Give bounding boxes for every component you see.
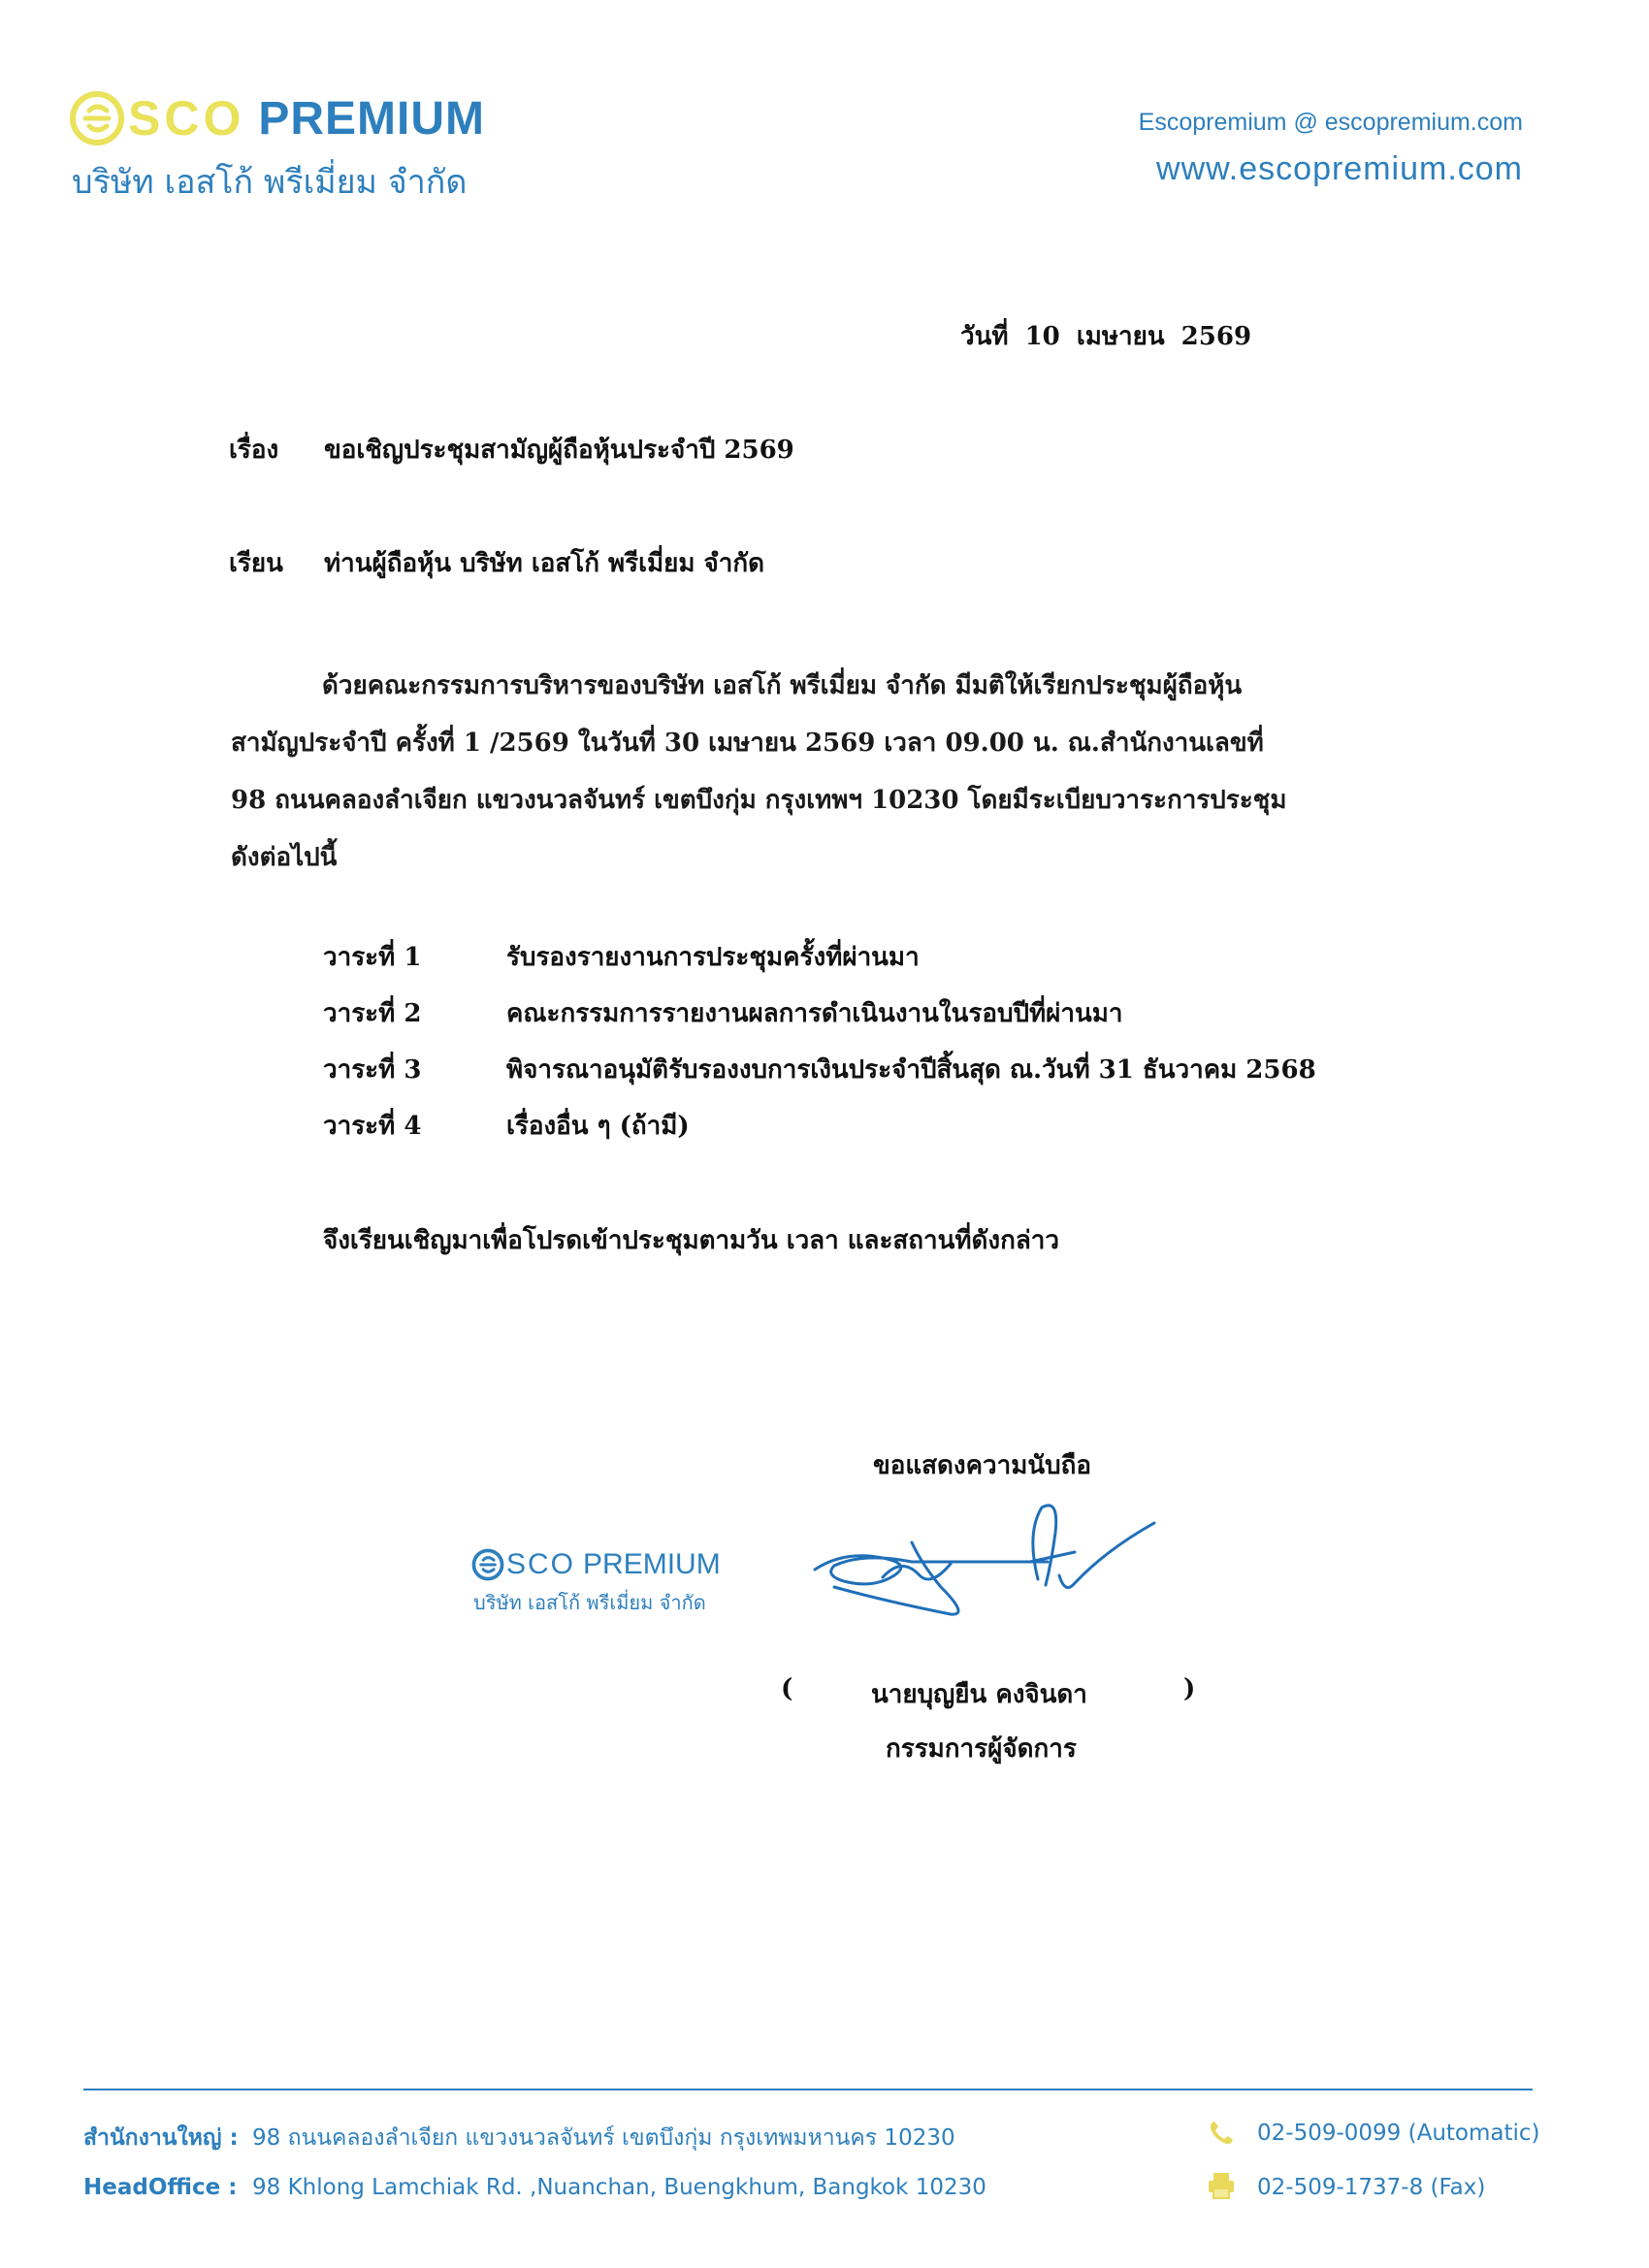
company-email[interactable]: Escopremium @ escopremium.com <box>1138 109 1523 136</box>
closing-text: จึงเรียนเชิญมาเพื่อโปรดเข้าประชุมตามวัน เวลา และสถานที่ดังกล่าว <box>323 1226 1060 1255</box>
footer-hq-thai-label: สำนักงานใหญ่ : <box>83 2125 239 2151</box>
agenda-item-number: วาระที่ 1 <box>323 943 422 972</box>
body-paragraph <box>231 658 1298 887</box>
signer-paren-open: ( <box>781 1674 793 1703</box>
agenda-item-text: เรื่องอื่น ๆ (ถ้ามี) <box>506 1112 690 1141</box>
company-logo <box>70 89 485 147</box>
stamp-company-thai: บริษัท เอสโก้ พรีเมี่ยม จำกัด <box>473 1591 706 1614</box>
date-month: เมษายน <box>1076 322 1165 351</box>
agenda-item-text: คณะกรรมการรายงานผลการดำเนินงานในรอบปีที่ผ่านมา <box>506 999 1123 1028</box>
recipient-text: ท่านผู้ถือหุ้น บริษัท เอสโก้ พรีเมี่ยม จำกัด <box>324 549 765 578</box>
body-text: ด้วยคณะกรรมการบริหารของบริษัท เอสโก้ พรีเมี่ยม จำกัด มีมติให้เรียกประชุมผู้ถือหุ้น สามัญประจำปี ครั้งที่ 1 /2569 ในวันที่ 30 เมษายน 2569 เวลา 09.00 น. ณ.สำนักงานเลขที่ 98 ถนนคลองลำเจียก แขวงนวลจันทร์ เขตบึงกุ่ม กรุงเทพฯ 10230 โดยมีระเบียบวาระการประชุม ดังต่อไปนี้ <box>231 671 1287 872</box>
agenda-item-number: วาระที่ 3 <box>323 1055 422 1085</box>
logo-premium-text: PREMIUM <box>258 92 486 145</box>
company-name-thai: บริษัท เอสโก้ พรีเมี่ยม จำกัด <box>72 163 468 202</box>
date-year: 2569 <box>1180 322 1252 351</box>
regards-text: ขอแสดงความนับถือ <box>873 1451 1091 1480</box>
subject-label: เรื่อง <box>229 436 279 465</box>
letter-date <box>960 316 1251 356</box>
esco-e-logo-icon <box>70 91 124 146</box>
handwritten-signature <box>805 1494 1164 1630</box>
signer-title: กรรมการผู้จัดการ <box>886 1734 1077 1764</box>
stamp-premium-text: PREMIUM <box>583 1548 721 1580</box>
logo-sco-text: SCO <box>128 91 245 146</box>
stamp-sco-text: SCO <box>506 1548 576 1580</box>
esco-e-logo-icon <box>471 1548 504 1581</box>
footer-hq-english-address: 98 Khlong Lamchiak Rd. ,Nuanchan, Buengkhum, Bangkok 10230 <box>252 2175 986 2200</box>
footer-hq-english-label: HeadOffice : <box>83 2175 238 2200</box>
footer-divider <box>83 2089 1533 2090</box>
fax-icon <box>1207 2171 1236 2200</box>
phone-icon <box>1207 2119 1236 2148</box>
company-website[interactable]: www.escopremium.com <box>1156 150 1523 187</box>
recipient-label: เรียน <box>229 549 283 578</box>
company-stamp <box>471 1548 721 1618</box>
agenda-item-number: วาระที่ 2 <box>323 999 422 1028</box>
date-label: วันที่ <box>960 322 1009 351</box>
footer-hq-thai-address: 98 ถนนคลองลำเจียก แขวงนวลจันทร์ เขตบึงกุ่ม กรุงเทพมหานคร 10230 <box>252 2125 955 2151</box>
footer-phone[interactable]: 02-509-0099 (Automatic) <box>1257 2121 1540 2146</box>
signer-paren-close: ) <box>1183 1674 1196 1703</box>
agenda-item-text: พิจารณาอนุมัติรับรองงบการเงินประจำปีสิ้นสุด ณ.วันที่ 31 ธันวาคม 2568 <box>506 1055 1316 1085</box>
signer-name: นายบุญยืน คงจินดา <box>871 1680 1087 1709</box>
date-day: 10 <box>1024 322 1060 351</box>
subject-text: ขอเชิญประชุมสามัญผู้ถือหุ้นประจำปี 2569 <box>324 436 794 465</box>
agenda-item-text: รับรองรายงานการประชุมครั้งที่ผ่านมา <box>506 943 920 972</box>
footer-fax[interactable]: 02-509-1737-8 (Fax) <box>1257 2175 1486 2200</box>
agenda-item-number: วาระที่ 4 <box>323 1112 422 1141</box>
